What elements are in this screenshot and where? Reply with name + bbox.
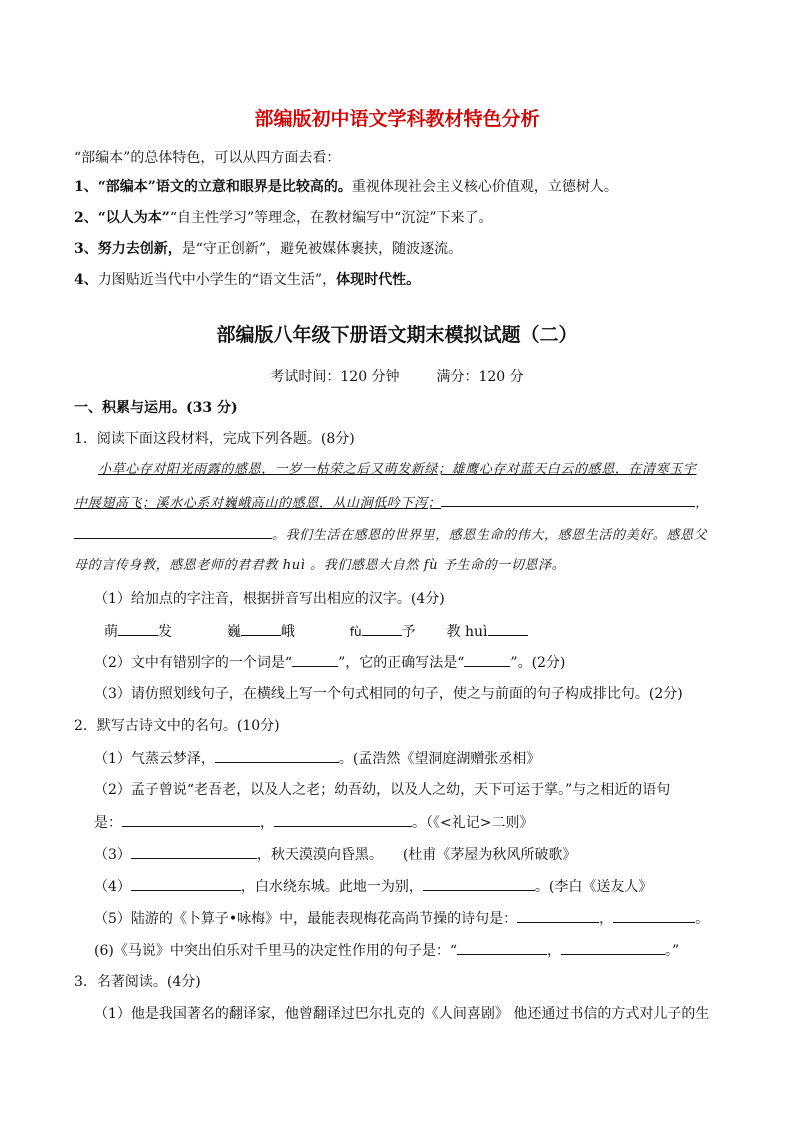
q1-passage-line-1 — [74, 460, 734, 480]
q1-sub-1: （1）给加点的字注音，根据拼音写出相应的汉字。(4分) — [94, 591, 445, 607]
answer-blank[interactable] — [464, 652, 510, 667]
answer-blank[interactable] — [274, 812, 412, 827]
q2-line-6: （5）陆游的《卜算子•咏梅》中，最能表现梅花高尚节操的诗句是： ， 。 — [94, 908, 734, 929]
answer-blank[interactable] — [423, 876, 535, 891]
item-number: 2、 — [74, 210, 98, 226]
q1-sub-3: （3）请仿照划线句子，在横线上写一个句式相同的句子，使之与前面的句子构成排比句。(2分) — [94, 686, 683, 702]
item-bold-text: 努力去创新， — [97, 241, 182, 257]
intro-lead: “部编本”的总体特色，可以从四方面去看： — [74, 150, 341, 166]
q2-line-5: （4） ，白水绕东城。此地一为别， 。(李白《送友人》 — [94, 876, 734, 897]
item-bold-text: “部编本”语文的立意和眼界是比较高的。 — [97, 179, 352, 195]
answer-blank[interactable] — [122, 812, 260, 827]
q1-heading: 1．阅读下面这段材料，完成下列各题。(8分) — [74, 431, 355, 447]
q2-line-1: （1）气蒸云梦泽， 。(孟浩然《望洞庭湖赠张丞相》 — [94, 748, 734, 769]
answer-blank[interactable] — [613, 908, 695, 923]
item-text: “自主性学习”等理念，在教材编写中“沉淀”下来了。 — [169, 210, 493, 226]
exam-title: 部编版八年级下册语文期末模拟试题（二） — [216, 324, 578, 346]
item-text: 力图贴近当代中小学生的“语文生活”， — [97, 272, 337, 288]
q3-heading: 3．名著阅读。(4分) — [74, 974, 201, 990]
answer-blank[interactable] — [131, 876, 241, 891]
q1-passage-line-4: 母的言传身教，感恩老师的君君教 huì 。我们感恩大自然 fù 予生命的一切恩泽。 — [74, 558, 566, 573]
answer-blank[interactable] — [517, 908, 599, 923]
intro-title: 部编版初中语文学科教材特色分析 — [254, 108, 540, 130]
answer-blank[interactable] — [561, 940, 665, 955]
answer-blank[interactable] — [441, 492, 695, 507]
item-number: 3、 — [74, 241, 98, 257]
passage-text: 。我们生活在感恩的世界里，感恩生命的伟大，感恩生活的美好。感恩父 — [272, 528, 708, 543]
exam-time: 考试时间：120 分钟 — [270, 369, 400, 385]
q2-line-7: (6)《马说》中突出伯乐对千里马的决定性作用的句子是：“ ， 。” — [94, 940, 734, 961]
q2-line-3: 是： ， 。（《<礼记>二则》 — [94, 812, 734, 833]
q2-line-2: （2）孟子曾说“老吾老，以及人之老；幼吾幼，以及人之幼，天下可运于掌。”与之相近的语句 — [94, 782, 671, 798]
answer-blank[interactable] — [488, 621, 528, 636]
answer-blank[interactable] — [292, 652, 338, 667]
answer-blank[interactable] — [215, 748, 339, 763]
answer-blank[interactable] — [241, 621, 281, 636]
item-bold-text: “以人为本” — [97, 210, 170, 226]
answer-blank[interactable] — [457, 940, 547, 955]
q1-passage-line-3 — [74, 524, 734, 546]
q1-sub-2: （2）文中有错别字的一个词是“ ”，它的正确写法是“ ”。(2分) — [94, 652, 734, 673]
intro-item-4 — [74, 270, 734, 290]
underlined-sentence: 小草心存对阳光雨露的感恩，一岁一枯荣之后又萌发新绿；雄鹰心存对蓝天白云的感恩，在清寒玉宇 — [98, 462, 697, 477]
answer-blank[interactable] — [74, 524, 272, 539]
q2-heading: 2．默写古诗文中的名句。(10分) — [74, 718, 280, 734]
answer-blank[interactable] — [362, 621, 402, 636]
exam-meta — [0, 366, 794, 386]
q1-sub-1-items: 萌 发 巍 峨 fù 予 教 huì — [104, 621, 734, 642]
item-number: 1、 — [74, 179, 98, 195]
intro-item-3 — [74, 239, 734, 259]
item-bold-tail: 体现时代性。 — [336, 272, 421, 288]
answer-blank[interactable] — [131, 844, 257, 859]
exam-score: 满分：120 分 — [436, 369, 524, 385]
q2-line-4: （3） ，秋天漠漠向昏黑。 (杜甫《茅屋为秋风所破歌》 — [94, 844, 734, 865]
item-text: 重视体现社会主义核心价值观，立德树人。 — [351, 179, 618, 195]
answer-blank[interactable] — [118, 621, 158, 636]
q3-line-1: （1）他是我国著名的翻译家，他曾翻译过巴尔扎克的《人间喜剧》 他还通过书信的方式对儿子的生 — [94, 1006, 710, 1022]
item-number: 4、 — [74, 272, 98, 288]
item-text: 是“守正创新”，避免被媒体裹挟，随波逐流。 — [181, 241, 463, 257]
intro-item-1 — [74, 177, 734, 197]
underlined-sentence: 中展翅高飞；溪水心系对巍峨高山的感恩，从山涧低吟下泻； — [74, 496, 442, 511]
section-1-heading: 一、积累与运用。(33 分) — [74, 400, 238, 416]
intro-item-2 — [74, 208, 734, 228]
q1-passage-line-2: 中展翅高飞；溪水心系对巍峨高山的感恩，从山涧低吟下泻； ， — [74, 492, 734, 514]
